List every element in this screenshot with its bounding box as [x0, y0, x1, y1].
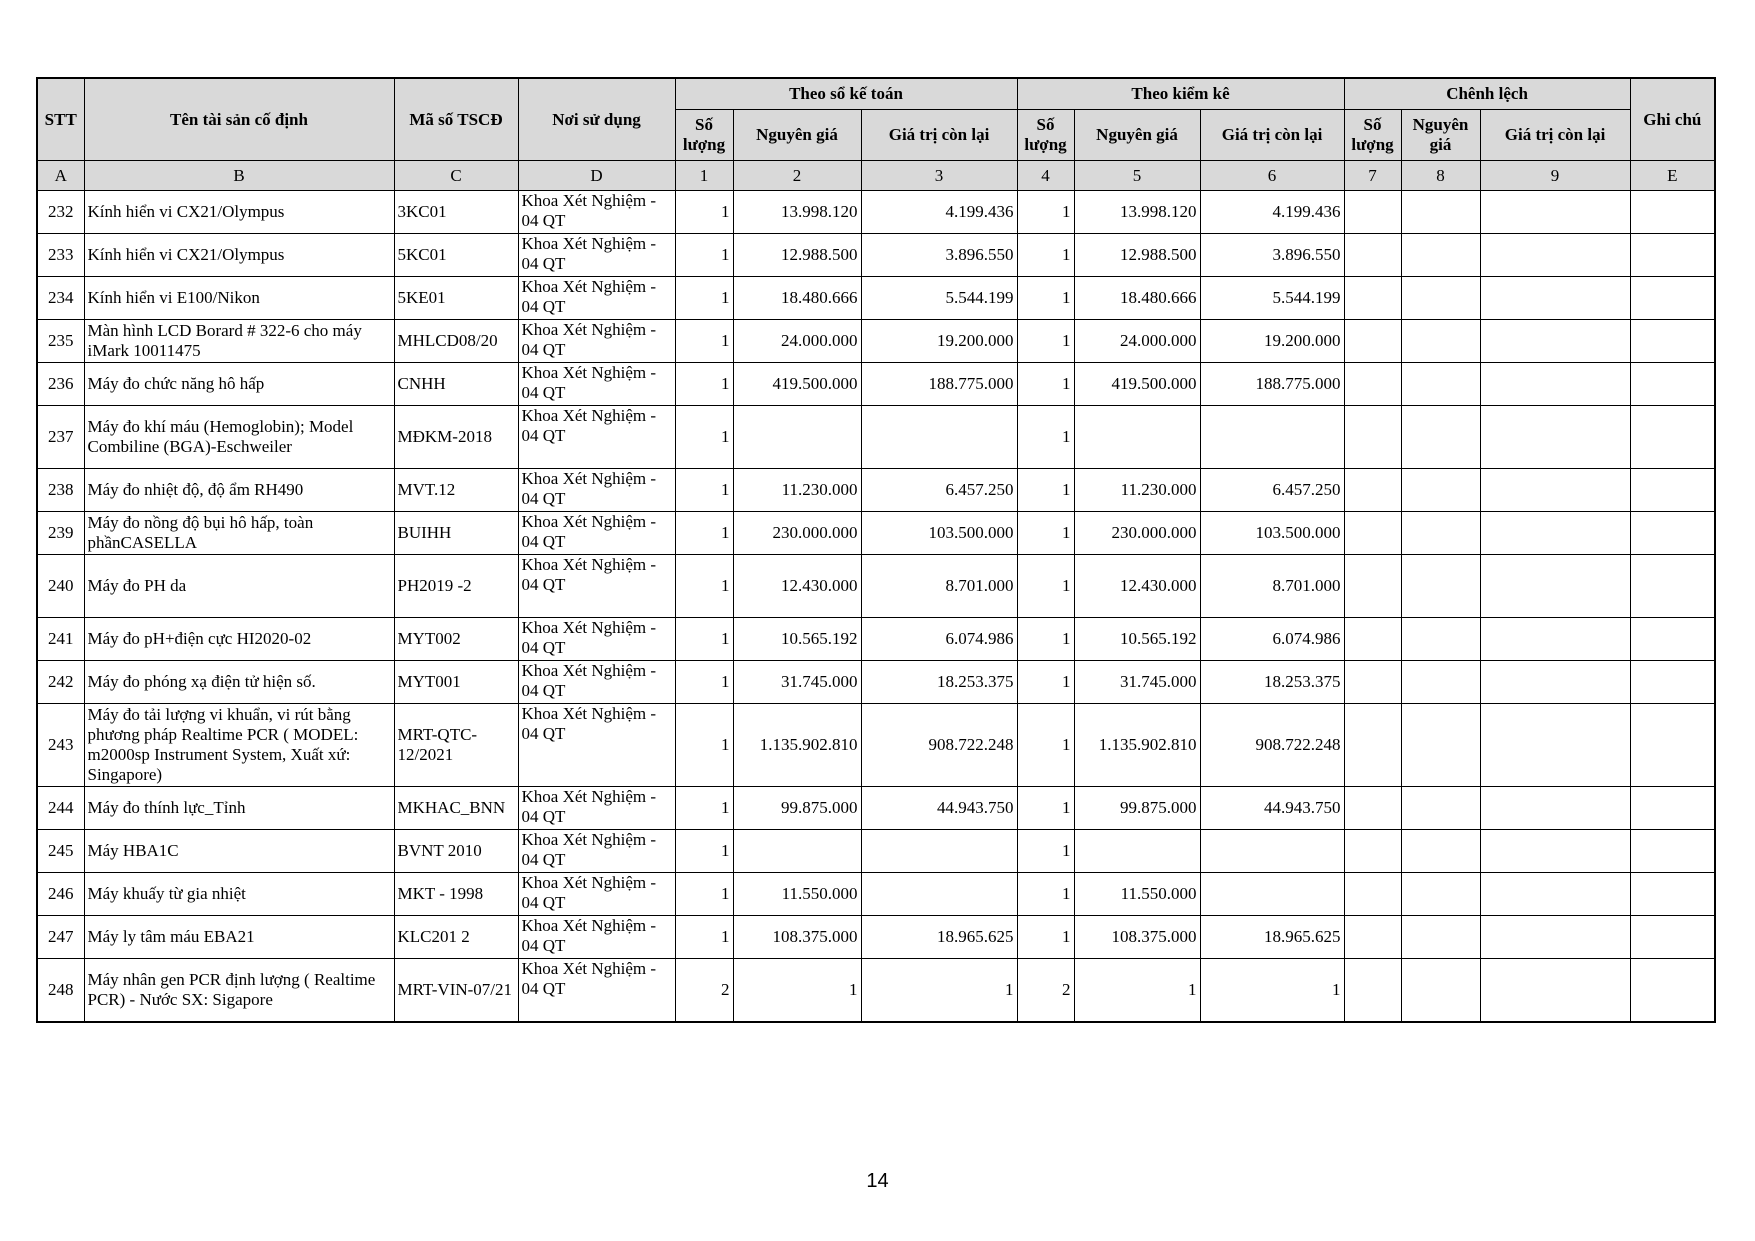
- difference-remaining-value-cell: [1480, 873, 1630, 916]
- inventory-quantity-cell: 1: [1017, 469, 1074, 512]
- column-letter: 3: [861, 161, 1017, 191]
- difference-original-cost-cell: [1401, 406, 1480, 469]
- difference-quantity-cell: [1344, 406, 1401, 469]
- accounting-original-cost-cell: 13.998.120: [733, 191, 861, 234]
- location-cell: Khoa Xét Nghiệm - 04 QT: [518, 704, 675, 787]
- location-cell: Khoa Xét Nghiệm - 04 QT: [518, 916, 675, 959]
- table-row: [37, 916, 1715, 959]
- difference-remaining-value-cell: [1480, 830, 1630, 873]
- asset-code-cell: BVNT 2010: [394, 830, 518, 873]
- inventory-original-cost-cell: 11.550.000: [1074, 873, 1200, 916]
- accounting-original-cost-cell: 12.988.500: [733, 234, 861, 277]
- difference-quantity-cell: [1344, 469, 1401, 512]
- inventory-quantity-cell: 1: [1017, 363, 1074, 406]
- location-cell: Khoa Xét Nghiệm - 04 QT: [518, 555, 675, 618]
- accounting-quantity-cell: 1: [675, 830, 733, 873]
- notes-cell: [1630, 234, 1715, 277]
- difference-remaining-value-cell: [1480, 704, 1630, 787]
- inventory-original-cost-cell: 108.375.000: [1074, 916, 1200, 959]
- accounting-remaining-value-cell: 188.775.000: [861, 363, 1017, 406]
- inventory-remaining-value-cell: 6.074.986: [1200, 618, 1344, 661]
- row-number-cell: 248: [37, 959, 84, 1022]
- notes-cell: [1630, 512, 1715, 555]
- notes-cell: [1630, 916, 1715, 959]
- asset-name-cell: Máy đo pH+điện cực HI2020-02: [84, 618, 394, 661]
- inventory-remaining-value-cell: [1200, 873, 1344, 916]
- accounting-remaining-value-cell: [861, 406, 1017, 469]
- asset-name-cell: Máy đo phóng xạ điện tử hiện số.: [84, 661, 394, 704]
- difference-quantity-cell: [1344, 512, 1401, 555]
- row-number-cell: 236: [37, 363, 84, 406]
- inventory-remaining-value-cell: 18.965.625: [1200, 916, 1344, 959]
- row-number-cell: 233: [37, 234, 84, 277]
- difference-quantity-cell: [1344, 704, 1401, 787]
- notes-cell: [1630, 959, 1715, 1022]
- asset-name-cell: Máy nhân gen PCR định lượng ( Realtime PCR) - Nước SX: Sigapore: [84, 959, 394, 1022]
- location-cell: Khoa Xét Nghiệm - 04 QT: [518, 618, 675, 661]
- difference-quantity-cell: [1344, 830, 1401, 873]
- asset-name-cell: Kính hiển vi CX21/Olympus: [84, 191, 394, 234]
- accounting-remaining-value-cell: 8.701.000: [861, 555, 1017, 618]
- table-body: [37, 191, 1715, 1022]
- column-letter: 5: [1074, 161, 1200, 191]
- row-number-cell: 246: [37, 873, 84, 916]
- inventory-original-cost-cell: 11.230.000: [1074, 469, 1200, 512]
- notes-cell: [1630, 704, 1715, 787]
- header-location: Nơi sử dụng: [518, 78, 675, 161]
- column-letter: E: [1630, 161, 1715, 191]
- accounting-remaining-value-cell: 19.200.000: [861, 320, 1017, 363]
- asset-code-cell: MVT.12: [394, 469, 518, 512]
- inventory-remaining-value-cell: [1200, 830, 1344, 873]
- accounting-original-cost-cell: 99.875.000: [733, 787, 861, 830]
- row-number-cell: 237: [37, 406, 84, 469]
- header-notes: Ghi chú: [1630, 78, 1715, 161]
- difference-quantity-cell: [1344, 787, 1401, 830]
- difference-quantity-cell: [1344, 916, 1401, 959]
- inventory-quantity-cell: 1: [1017, 277, 1074, 320]
- inventory-quantity-cell: 1: [1017, 406, 1074, 469]
- header-group-inventory: Theo kiểm kê: [1017, 78, 1344, 110]
- accounting-quantity-cell: 1: [675, 234, 733, 277]
- difference-original-cost-cell: [1401, 512, 1480, 555]
- asset-name-cell: Kính hiển vi CX21/Olympus: [84, 234, 394, 277]
- asset-name-cell: Máy đo khí máu (Hemoglobin); Model Combiline (BGA)-Eschweiler: [84, 406, 394, 469]
- column-letter: D: [518, 161, 675, 191]
- accounting-remaining-value-cell: 18.965.625: [861, 916, 1017, 959]
- location-cell: Khoa Xét Nghiệm - 04 QT: [518, 830, 675, 873]
- difference-remaining-value-cell: [1480, 787, 1630, 830]
- difference-remaining-value-cell: [1480, 916, 1630, 959]
- location-cell: Khoa Xét Nghiệm - 04 QT: [518, 191, 675, 234]
- inventory-remaining-value-cell: 103.500.000: [1200, 512, 1344, 555]
- header-remaining-value: Giá trị còn lại: [1200, 110, 1344, 161]
- inventory-quantity-cell: 1: [1017, 873, 1074, 916]
- table-row: [37, 661, 1715, 704]
- accounting-quantity-cell: 2: [675, 959, 733, 1022]
- accounting-remaining-value-cell: 5.544.199: [861, 277, 1017, 320]
- accounting-original-cost-cell: 11.230.000: [733, 469, 861, 512]
- asset-code-cell: MHLCD08/20: [394, 320, 518, 363]
- difference-remaining-value-cell: [1480, 959, 1630, 1022]
- row-number-cell: 244: [37, 787, 84, 830]
- table-row: [37, 618, 1715, 661]
- header-asset-code: Mã số TSCĐ: [394, 78, 518, 161]
- inventory-remaining-value-cell: 1: [1200, 959, 1344, 1022]
- location-cell: Khoa Xét Nghiệm - 04 QT: [518, 661, 675, 704]
- asset-name-cell: Máy đo PH da: [84, 555, 394, 618]
- accounting-original-cost-cell: 12.430.000: [733, 555, 861, 618]
- table-row: [37, 787, 1715, 830]
- row-number-cell: 247: [37, 916, 84, 959]
- asset-code-cell: PH2019 -2: [394, 555, 518, 618]
- difference-remaining-value-cell: [1480, 618, 1630, 661]
- header-remaining-value: Giá trị còn lại: [1480, 110, 1630, 161]
- accounting-remaining-value-cell: 18.253.375: [861, 661, 1017, 704]
- notes-cell: [1630, 277, 1715, 320]
- header-original-cost: Nguyên giá: [1401, 110, 1480, 161]
- column-letter: 1: [675, 161, 733, 191]
- accounting-remaining-value-cell: 1: [861, 959, 1017, 1022]
- inventory-remaining-value-cell: 6.457.250: [1200, 469, 1344, 512]
- accounting-original-cost-cell: 230.000.000: [733, 512, 861, 555]
- accounting-remaining-value-cell: 44.943.750: [861, 787, 1017, 830]
- inventory-remaining-value-cell: 18.253.375: [1200, 661, 1344, 704]
- accounting-quantity-cell: 1: [675, 469, 733, 512]
- accounting-remaining-value-cell: 4.199.436: [861, 191, 1017, 234]
- table-row: [37, 406, 1715, 469]
- inventory-original-cost-cell: 99.875.000: [1074, 787, 1200, 830]
- header-group-accounting: Theo sổ kế toán: [675, 78, 1017, 110]
- table-row: [37, 830, 1715, 873]
- inventory-original-cost-cell: 1.135.902.810: [1074, 704, 1200, 787]
- inventory-original-cost-cell: 12.430.000: [1074, 555, 1200, 618]
- asset-name-cell: Máy khuấy từ gia nhiệt: [84, 873, 394, 916]
- inventory-original-cost-cell: 1: [1074, 959, 1200, 1022]
- header-original-cost: Nguyên giá: [1074, 110, 1200, 161]
- location-cell: Khoa Xét Nghiệm - 04 QT: [518, 512, 675, 555]
- difference-original-cost-cell: [1401, 363, 1480, 406]
- accounting-original-cost-cell: [733, 406, 861, 469]
- asset-inventory-table: [36, 77, 1716, 1023]
- inventory-original-cost-cell: 24.000.000: [1074, 320, 1200, 363]
- inventory-remaining-value-cell: 8.701.000: [1200, 555, 1344, 618]
- difference-original-cost-cell: [1401, 277, 1480, 320]
- row-number-cell: 232: [37, 191, 84, 234]
- asset-code-cell: CNHH: [394, 363, 518, 406]
- column-letter: B: [84, 161, 394, 191]
- notes-cell: [1630, 406, 1715, 469]
- table-row: [37, 873, 1715, 916]
- accounting-quantity-cell: 1: [675, 406, 733, 469]
- asset-code-cell: 5KC01: [394, 234, 518, 277]
- location-cell: Khoa Xét Nghiệm - 04 QT: [518, 787, 675, 830]
- header-remaining-value: Giá trị còn lại: [861, 110, 1017, 161]
- accounting-original-cost-cell: 31.745.000: [733, 661, 861, 704]
- accounting-original-cost-cell: 419.500.000: [733, 363, 861, 406]
- difference-original-cost-cell: [1401, 787, 1480, 830]
- inventory-quantity-cell: 1: [1017, 618, 1074, 661]
- location-cell: Khoa Xét Nghiệm - 04 QT: [518, 363, 675, 406]
- asset-code-cell: 5KE01: [394, 277, 518, 320]
- inventory-quantity-cell: 1: [1017, 234, 1074, 277]
- inventory-quantity-cell: 1: [1017, 661, 1074, 704]
- row-number-cell: 245: [37, 830, 84, 873]
- accounting-quantity-cell: 1: [675, 191, 733, 234]
- asset-name-cell: Máy đo chức năng hô hấp: [84, 363, 394, 406]
- location-cell: Khoa Xét Nghiệm - 04 QT: [518, 234, 675, 277]
- accounting-original-cost-cell: 1: [733, 959, 861, 1022]
- row-number-cell: 242: [37, 661, 84, 704]
- inventory-remaining-value-cell: 188.775.000: [1200, 363, 1344, 406]
- inventory-quantity-cell: 1: [1017, 916, 1074, 959]
- accounting-quantity-cell: 1: [675, 618, 733, 661]
- accounting-quantity-cell: 1: [675, 320, 733, 363]
- accounting-remaining-value-cell: 908.722.248: [861, 704, 1017, 787]
- inventory-original-cost-cell: 18.480.666: [1074, 277, 1200, 320]
- notes-cell: [1630, 873, 1715, 916]
- row-number-cell: 239: [37, 512, 84, 555]
- difference-quantity-cell: [1344, 661, 1401, 704]
- header-quantity: Số lượng: [675, 110, 733, 161]
- accounting-remaining-value-cell: 6.457.250: [861, 469, 1017, 512]
- difference-original-cost-cell: [1401, 916, 1480, 959]
- inventory-remaining-value-cell: 4.199.436: [1200, 191, 1344, 234]
- accounting-quantity-cell: 1: [675, 787, 733, 830]
- inventory-original-cost-cell: [1074, 830, 1200, 873]
- row-number-cell: 238: [37, 469, 84, 512]
- notes-cell: [1630, 618, 1715, 661]
- location-cell: Khoa Xét Nghiệm - 04 QT: [518, 320, 675, 363]
- row-number-cell: 241: [37, 618, 84, 661]
- inventory-original-cost-cell: 13.998.120: [1074, 191, 1200, 234]
- column-letter: 4: [1017, 161, 1074, 191]
- difference-original-cost-cell: [1401, 704, 1480, 787]
- difference-quantity-cell: [1344, 320, 1401, 363]
- inventory-original-cost-cell: 10.565.192: [1074, 618, 1200, 661]
- notes-cell: [1630, 555, 1715, 618]
- row-number-cell: 243: [37, 704, 84, 787]
- accounting-original-cost-cell: [733, 830, 861, 873]
- accounting-original-cost-cell: 11.550.000: [733, 873, 861, 916]
- inventory-original-cost-cell: 419.500.000: [1074, 363, 1200, 406]
- difference-remaining-value-cell: [1480, 555, 1630, 618]
- column-letter: A: [37, 161, 84, 191]
- asset-name-cell: Máy đo nhiệt độ, độ ẩm RH490: [84, 469, 394, 512]
- header-quantity: Số lượng: [1344, 110, 1401, 161]
- accounting-quantity-cell: 1: [675, 916, 733, 959]
- table-row: [37, 704, 1715, 787]
- accounting-original-cost-cell: 1.135.902.810: [733, 704, 861, 787]
- asset-code-cell: MYT001: [394, 661, 518, 704]
- difference-remaining-value-cell: [1480, 661, 1630, 704]
- notes-cell: [1630, 787, 1715, 830]
- difference-original-cost-cell: [1401, 234, 1480, 277]
- difference-quantity-cell: [1344, 555, 1401, 618]
- inventory-remaining-value-cell: [1200, 406, 1344, 469]
- asset-name-cell: Màn hình LCD Borard # 322-6 cho máy iMark 10011475: [84, 320, 394, 363]
- inventory-remaining-value-cell: 3.896.550: [1200, 234, 1344, 277]
- inventory-quantity-cell: 1: [1017, 512, 1074, 555]
- inventory-remaining-value-cell: 5.544.199: [1200, 277, 1344, 320]
- asset-code-cell: MKT - 1998: [394, 873, 518, 916]
- notes-cell: [1630, 191, 1715, 234]
- accounting-remaining-value-cell: [861, 830, 1017, 873]
- accounting-quantity-cell: 1: [675, 277, 733, 320]
- asset-code-cell: BUIHH: [394, 512, 518, 555]
- table-row: [37, 555, 1715, 618]
- difference-remaining-value-cell: [1480, 234, 1630, 277]
- difference-remaining-value-cell: [1480, 363, 1630, 406]
- difference-original-cost-cell: [1401, 661, 1480, 704]
- location-cell: Khoa Xét Nghiệm - 04 QT: [518, 406, 675, 469]
- inventory-quantity-cell: 1: [1017, 704, 1074, 787]
- table-row: [37, 469, 1715, 512]
- accounting-remaining-value-cell: 3.896.550: [861, 234, 1017, 277]
- table-row: [37, 234, 1715, 277]
- accounting-original-cost-cell: 24.000.000: [733, 320, 861, 363]
- asset-name-cell: Máy đo thính lực_Tỉnh: [84, 787, 394, 830]
- asset-name-cell: Máy đo tải lượng vi khuẩn, vi rút bằng phương pháp Realtime PCR ( MODEL: m2000sp Instrument System, Xuất xứ: Singapore): [84, 704, 394, 787]
- inventory-original-cost-cell: 31.745.000: [1074, 661, 1200, 704]
- column-letter: C: [394, 161, 518, 191]
- asset-name-cell: Kính hiển vi E100/Nikon: [84, 277, 394, 320]
- difference-quantity-cell: [1344, 873, 1401, 916]
- accounting-quantity-cell: 1: [675, 555, 733, 618]
- inventory-remaining-value-cell: 44.943.750: [1200, 787, 1344, 830]
- inventory-remaining-value-cell: 19.200.000: [1200, 320, 1344, 363]
- column-letter: 8: [1401, 161, 1480, 191]
- asset-name-cell: Máy đo nồng độ bụi hô hấp, toàn phầnCASELLA: [84, 512, 394, 555]
- accounting-remaining-value-cell: 103.500.000: [861, 512, 1017, 555]
- location-cell: Khoa Xét Nghiệm - 04 QT: [518, 959, 675, 1022]
- asset-name-cell: Máy ly tâm máu EBA21: [84, 916, 394, 959]
- difference-remaining-value-cell: [1480, 469, 1630, 512]
- difference-remaining-value-cell: [1480, 320, 1630, 363]
- accounting-quantity-cell: 1: [675, 873, 733, 916]
- location-cell: Khoa Xét Nghiệm - 04 QT: [518, 277, 675, 320]
- table-row: [37, 959, 1715, 1022]
- difference-original-cost-cell: [1401, 830, 1480, 873]
- difference-quantity-cell: [1344, 277, 1401, 320]
- difference-original-cost-cell: [1401, 959, 1480, 1022]
- accounting-remaining-value-cell: [861, 873, 1017, 916]
- accounting-original-cost-cell: 108.375.000: [733, 916, 861, 959]
- header-original-cost: Nguyên giá: [733, 110, 861, 161]
- column-letter: 7: [1344, 161, 1401, 191]
- difference-remaining-value-cell: [1480, 512, 1630, 555]
- header-quantity: Số lượng: [1017, 110, 1074, 161]
- table-row: [37, 512, 1715, 555]
- asset-name-cell: Máy HBA1C: [84, 830, 394, 873]
- row-number-cell: 240: [37, 555, 84, 618]
- inventory-quantity-cell: 1: [1017, 555, 1074, 618]
- inventory-remaining-value-cell: 908.722.248: [1200, 704, 1344, 787]
- accounting-quantity-cell: 1: [675, 704, 733, 787]
- header-group-difference: Chênh lệch: [1344, 78, 1630, 110]
- asset-code-cell: MYT002: [394, 618, 518, 661]
- inventory-quantity-cell: 1: [1017, 191, 1074, 234]
- column-letter: 9: [1480, 161, 1630, 191]
- inventory-original-cost-cell: 12.988.500: [1074, 234, 1200, 277]
- column-letter: 2: [733, 161, 861, 191]
- table-row: [37, 191, 1715, 234]
- inventory-original-cost-cell: [1074, 406, 1200, 469]
- notes-cell: [1630, 469, 1715, 512]
- notes-cell: [1630, 830, 1715, 873]
- column-letter: 6: [1200, 161, 1344, 191]
- difference-quantity-cell: [1344, 959, 1401, 1022]
- table-row: [37, 277, 1715, 320]
- row-number-cell: 235: [37, 320, 84, 363]
- accounting-quantity-cell: 1: [675, 512, 733, 555]
- accounting-original-cost-cell: 10.565.192: [733, 618, 861, 661]
- accounting-quantity-cell: 1: [675, 363, 733, 406]
- accounting-original-cost-cell: 18.480.666: [733, 277, 861, 320]
- asset-code-cell: MKHAC_BNN: [394, 787, 518, 830]
- difference-original-cost-cell: [1401, 320, 1480, 363]
- row-number-cell: 234: [37, 277, 84, 320]
- inventory-quantity-cell: 1: [1017, 320, 1074, 363]
- inventory-quantity-cell: 1: [1017, 830, 1074, 873]
- table-row: [37, 320, 1715, 363]
- accounting-remaining-value-cell: 6.074.986: [861, 618, 1017, 661]
- difference-quantity-cell: [1344, 234, 1401, 277]
- difference-original-cost-cell: [1401, 555, 1480, 618]
- difference-original-cost-cell: [1401, 618, 1480, 661]
- inventory-quantity-cell: 2: [1017, 959, 1074, 1022]
- asset-code-cell: MRT-VIN-07/21: [394, 959, 518, 1022]
- difference-remaining-value-cell: [1480, 277, 1630, 320]
- difference-quantity-cell: [1344, 191, 1401, 234]
- inventory-quantity-cell: 1: [1017, 787, 1074, 830]
- difference-quantity-cell: [1344, 363, 1401, 406]
- notes-cell: [1630, 661, 1715, 704]
- difference-original-cost-cell: [1401, 873, 1480, 916]
- asset-code-cell: 3KC01: [394, 191, 518, 234]
- asset-code-cell: KLC201 2: [394, 916, 518, 959]
- header-asset-name: Tên tài sản cố định: [84, 78, 394, 161]
- table-row: [37, 363, 1715, 406]
- difference-original-cost-cell: [1401, 191, 1480, 234]
- notes-cell: [1630, 363, 1715, 406]
- difference-original-cost-cell: [1401, 469, 1480, 512]
- header-stt: STT: [37, 78, 84, 161]
- accounting-quantity-cell: 1: [675, 661, 733, 704]
- difference-remaining-value-cell: [1480, 191, 1630, 234]
- asset-code-cell: MRT-QTC-12/2021: [394, 704, 518, 787]
- difference-quantity-cell: [1344, 618, 1401, 661]
- notes-cell: [1630, 320, 1715, 363]
- inventory-original-cost-cell: 230.000.000: [1074, 512, 1200, 555]
- location-cell: Khoa Xét Nghiệm - 04 QT: [518, 469, 675, 512]
- asset-code-cell: MĐKM-2018: [394, 406, 518, 469]
- difference-remaining-value-cell: [1480, 406, 1630, 469]
- page-number: 14: [866, 1170, 889, 1192]
- location-cell: Khoa Xét Nghiệm - 04 QT: [518, 873, 675, 916]
